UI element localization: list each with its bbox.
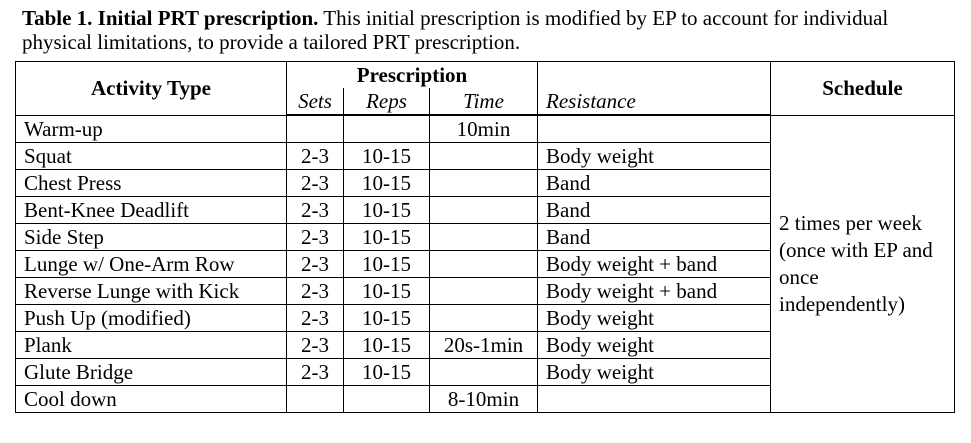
table-caption	[22, 6, 952, 54]
cell-resistance: Band	[538, 224, 771, 251]
cell-schedule: 2 times per week (once with EP and once independently)	[771, 115, 955, 413]
cell-time	[430, 251, 538, 278]
cell-reps	[344, 386, 430, 413]
cell-reps: 10-15	[344, 251, 430, 278]
cell-activity: Reverse Lunge with Kick	[16, 278, 287, 305]
cell-reps: 10-15	[344, 278, 430, 305]
cell-activity: Lunge w/ One-Arm Row	[16, 251, 287, 278]
cell-activity: Push Up (modified)	[16, 305, 287, 332]
cell-activity: Plank	[16, 332, 287, 359]
cell-sets: 2-3	[287, 197, 344, 224]
header-activity-type: Activity Type	[16, 62, 287, 116]
cell-activity: Squat	[16, 143, 287, 170]
cell-time: 20s-1min	[430, 332, 538, 359]
header-prescription: Prescription	[287, 62, 538, 89]
header-sets: Sets	[287, 88, 344, 115]
cell-time: 8-10min	[430, 386, 538, 413]
cell-time	[430, 224, 538, 251]
header-time: Time	[430, 88, 538, 115]
header-reps: Reps	[344, 88, 430, 115]
cell-time	[430, 197, 538, 224]
cell-sets	[287, 386, 344, 413]
cell-time	[430, 170, 538, 197]
cell-sets: 2-3	[287, 305, 344, 332]
cell-sets: 2-3	[287, 170, 344, 197]
header-resistance: Resistance	[538, 88, 771, 115]
header-row-top	[16, 62, 955, 89]
cell-sets: 2-3	[287, 359, 344, 386]
cell-activity: Glute Bridge	[16, 359, 287, 386]
caption-text: This initial prescription is modified by EP to account for individual physical limitations, to provide a tailored PRT prescription.	[22, 6, 889, 54]
cell-activity: Chest Press	[16, 170, 287, 197]
cell-activity: Warm-up	[16, 115, 287, 143]
cell-sets: 2-3	[287, 278, 344, 305]
cell-resistance: Body weight	[538, 359, 771, 386]
cell-activity: Side Step	[16, 224, 287, 251]
cell-time	[430, 143, 538, 170]
cell-sets: 2-3	[287, 251, 344, 278]
cell-reps: 10-15	[344, 143, 430, 170]
header-resistance-spacer	[538, 62, 771, 89]
cell-reps	[344, 115, 430, 143]
cell-resistance: Band	[538, 197, 771, 224]
cell-resistance: Body weight + band	[538, 278, 771, 305]
cell-resistance	[538, 386, 771, 413]
cell-sets: 2-3	[287, 143, 344, 170]
table-row	[16, 115, 955, 143]
cell-time	[430, 305, 538, 332]
cell-reps: 10-15	[344, 197, 430, 224]
cell-reps: 10-15	[344, 359, 430, 386]
cell-time	[430, 278, 538, 305]
cell-reps: 10-15	[344, 224, 430, 251]
cell-sets: 2-3	[287, 332, 344, 359]
cell-time	[430, 359, 538, 386]
cell-resistance: Body weight	[538, 305, 771, 332]
cell-reps: 10-15	[344, 332, 430, 359]
cell-activity: Bent-Knee Deadlift	[16, 197, 287, 224]
cell-sets: 2-3	[287, 224, 344, 251]
cell-resistance	[538, 115, 771, 143]
header-schedule: Schedule	[771, 62, 955, 116]
cell-activity: Cool down	[16, 386, 287, 413]
prescription-table	[15, 61, 955, 413]
table-body	[16, 115, 955, 413]
cell-resistance: Body weight	[538, 332, 771, 359]
cell-reps: 10-15	[344, 305, 430, 332]
cell-resistance: Body weight	[538, 143, 771, 170]
cell-reps: 10-15	[344, 170, 430, 197]
cell-resistance: Band	[538, 170, 771, 197]
cell-time: 10min	[430, 115, 538, 143]
cell-sets	[287, 115, 344, 143]
cell-resistance: Body weight + band	[538, 251, 771, 278]
caption-title: Table 1. Initial PRT prescription.	[22, 6, 319, 30]
